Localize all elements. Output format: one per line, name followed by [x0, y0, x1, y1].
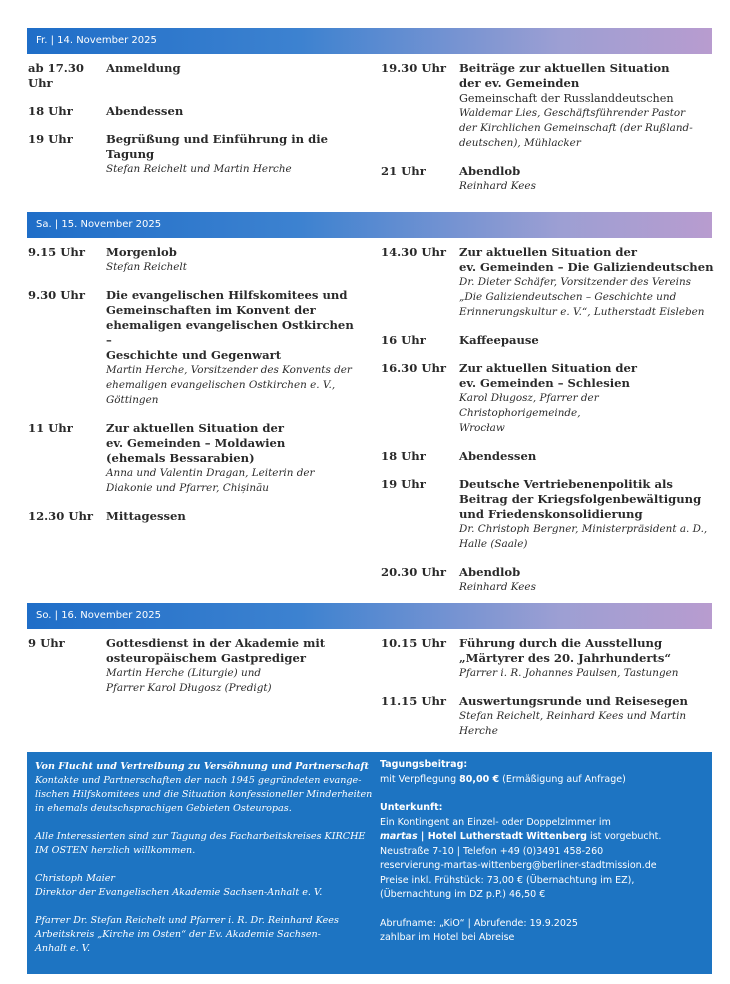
- list-item: [381, 361, 716, 436]
- friday-left-column: [28, 61, 363, 190]
- event-title: Abendlob: [459, 164, 521, 178]
- info-heading: Von Flucht und Vertreibung zu Versöhnung und Partnerschaft: [35, 761, 369, 772]
- hotel-address: Neustraße 7-10 | Telefon +49 (0)3491 458-260: [380, 845, 604, 857]
- event-speaker: Dr. Christoph Bergner, Ministerpräsident a. D., Halle (Saale): [459, 523, 708, 550]
- hotel-brand: martas: [380, 831, 418, 842]
- list-item: [28, 245, 363, 275]
- event-time: 9.15 Uhr: [28, 245, 85, 259]
- list-item: [381, 694, 716, 739]
- event-title: Abendlob: [459, 565, 521, 579]
- hotel-suffix: ist vorgebucht.: [586, 831, 662, 842]
- list-item: [28, 288, 363, 408]
- info-invitation: [35, 760, 375, 970]
- event-speaker: Martin Herche (Liturgie) und Pfarrer Karol Długosz (Predigt): [106, 667, 272, 694]
- event-time: 16 Uhr: [381, 333, 426, 347]
- list-item: [28, 61, 363, 91]
- event-time: 19.30 Uhr: [381, 61, 446, 75]
- list-item: [28, 421, 363, 496]
- booking-info: Abrufname: „KiO“ | Abrufende: 19.9.2025 zahlbar im Hotel bei Abreise: [380, 917, 578, 943]
- info-intro: Kontakte und Partnerschaften der nach 1945 gegründeten evange- lischen Hilfskomitees und die Situation konfessioneller Minderheiten in ehemals deutschsprachigen Gebieten Osteuropas.: [35, 775, 373, 814]
- event-title: Anmeldung: [106, 61, 181, 75]
- info-welcome: Alle Interessierten sind zur Tagung des Facharbeitskreises KIRCHE IM OSTEN herzlich willkommen.: [35, 831, 366, 856]
- list-item: [28, 509, 363, 524]
- fee-amount: 80,00 €: [459, 773, 500, 785]
- event-title: Beiträge zur aktuellen Situation der ev. Gemeinden: [459, 61, 670, 90]
- event-time: 10.15 Uhr: [381, 636, 446, 650]
- event-speaker: Reinhard Kees: [459, 180, 536, 192]
- list-item: [381, 61, 716, 151]
- event-time: 18 Uhr: [28, 104, 73, 118]
- list-item: [381, 565, 716, 595]
- list-item: [381, 449, 716, 464]
- event-speaker: Stefan Reichelt, Reinhard Kees und Martin Herche: [459, 710, 687, 737]
- event-title: Zur aktuellen Situation der ev. Gemeinden – Moldawien (ehemals Bessarabien): [106, 421, 286, 465]
- event-subtitle: Gemeinschaft der Russlanddeutschen: [459, 92, 674, 105]
- hotel-prices: Preise inkl. Frühstück: 73,00 € (Übernachtung im EZ), (Übernachtung im DZ p.P.) 46,50 €: [380, 874, 635, 900]
- event-title: Führung durch die Ausstellung „Märtyrer des 20. Jahrhunderts“: [459, 636, 672, 665]
- sunday-right-column: [381, 636, 716, 752]
- event-title: Auswertungsrunde und Reisesegen: [459, 694, 688, 708]
- event-title: Abendessen: [459, 449, 537, 463]
- info-details: [380, 758, 705, 960]
- event-speaker: Karol Długosz, Pfarrer der Christophorigemeinde, Wrocław: [459, 392, 599, 434]
- day-header-sunday: So. | 16. November 2025: [27, 603, 712, 629]
- event-speaker: Waldemar Lies, Geschäftsführender Pastor der Kirchlichen Gemeinschaft (der Rußland- deutschen), Mühlacker: [459, 107, 693, 149]
- event-time: 11.15 Uhr: [381, 694, 446, 708]
- fee-suffix: (Ermäßigung auf Anfrage): [499, 773, 626, 785]
- event-speaker: Anna und Valentin Dragan, Leiterin der Diakonie und Pfarrer, Chișinău: [106, 467, 315, 494]
- event-time: 19 Uhr: [28, 132, 73, 146]
- event-title: Kaffeepause: [459, 333, 539, 347]
- info-box: [27, 752, 712, 974]
- day-header-saturday: Sa. | 15. November 2025: [27, 212, 712, 238]
- lodging-text: Ein Kontingent an Einzel- oder Doppelzimmer im: [380, 816, 611, 828]
- event-time: 14.30 Uhr: [381, 245, 446, 259]
- event-time: 11 Uhr: [28, 421, 73, 435]
- event-speaker: Dr. Dieter Schäfer, Vorsitzender des Vereins „Die Galiziendeutschen – Geschichte und Erinnerungskultur e. V.“, Lutherstadt Eisleben: [459, 276, 705, 318]
- event-title: Morgenlob: [106, 245, 177, 259]
- list-item: [28, 104, 363, 119]
- list-item: [381, 245, 716, 320]
- event-time: 9 Uhr: [28, 636, 65, 650]
- fee-label: Tagungsbeitrag:: [380, 759, 468, 770]
- info-signature-organizers: Pfarrer Dr. Stefan Reichelt und Pfarrer i. R. Dr. Reinhard Kees Arbeitskreis „Kirche im Osten“ der Ev. Akademie Sachsen- Anhalt e. V.: [35, 915, 339, 954]
- list-item: [381, 333, 716, 348]
- hotel-name: | Hotel Lutherstadt Wittenberg: [417, 831, 587, 842]
- event-time: 18 Uhr: [381, 449, 426, 463]
- event-time: 19 Uhr: [381, 477, 426, 491]
- event-title: Zur aktuellen Situation der ev. Gemeinden – Die Galiziendeutschen: [459, 245, 714, 274]
- event-speaker: Stefan Reichelt: [106, 261, 187, 273]
- event-title: Gottesdienst in der Akademie mit osteuropäischem Gastprediger: [106, 636, 326, 665]
- list-item: [381, 477, 716, 552]
- lodging-label: Unterkunft:: [380, 802, 443, 813]
- event-title: Die evangelischen Hilfskomitees und Gemeinschaften im Konvent der ehemaligen evangelischen Ostkirchen – Geschichte und Gegenwart: [106, 288, 354, 362]
- event-time: 16.30 Uhr: [381, 361, 446, 375]
- list-item: [28, 132, 363, 177]
- list-item: [28, 636, 363, 696]
- hotel-email-link[interactable]: reservierung-martas-wittenberg@berliner-stadtmission.de: [380, 860, 657, 871]
- event-title: Begrüßung und Einführung in die Tagung: [106, 132, 329, 161]
- fee-prefix: mit Verpflegung: [380, 773, 460, 785]
- list-item: [381, 164, 716, 194]
- event-title: Mittagessen: [106, 509, 186, 523]
- event-speaker: Reinhard Kees: [459, 581, 536, 593]
- friday-right-column: [381, 61, 716, 207]
- event-title: Deutsche Vertriebenenpolitik als Beitrag der Kriegsfolgenbewältigung und Friedenskonsolidierung: [459, 477, 702, 521]
- event-time: 9.30 Uhr: [28, 288, 85, 302]
- saturday-left-column: [28, 245, 363, 537]
- event-time: 12.30 Uhr: [28, 509, 93, 523]
- event-speaker: Stefan Reichelt und Martin Herche: [106, 163, 292, 175]
- event-time: ab 17.30 Uhr: [28, 61, 84, 90]
- info-signature-director: Christoph Maier Direktor der Evangelischen Akademie Sachsen-Anhalt e. V.: [35, 873, 323, 898]
- event-speaker: Martin Herche, Vorsitzender des Konvents der ehemaligen evangelischen Ostkirchen e. V., Göttingen: [106, 364, 352, 406]
- event-time: 21 Uhr: [381, 164, 426, 178]
- event-title: Zur aktuellen Situation der ev. Gemeinden – Schlesien: [459, 361, 638, 390]
- list-item: [381, 636, 716, 681]
- saturday-right-column: [381, 245, 716, 608]
- day-header-friday: Fr. | 14. November 2025: [27, 28, 712, 54]
- sunday-left-column: [28, 636, 363, 709]
- event-time: 20.30 Uhr: [381, 565, 446, 579]
- event-speaker: Pfarrer i. R. Johannes Paulsen, Tastungen: [459, 667, 679, 679]
- event-title: Abendessen: [106, 104, 184, 118]
